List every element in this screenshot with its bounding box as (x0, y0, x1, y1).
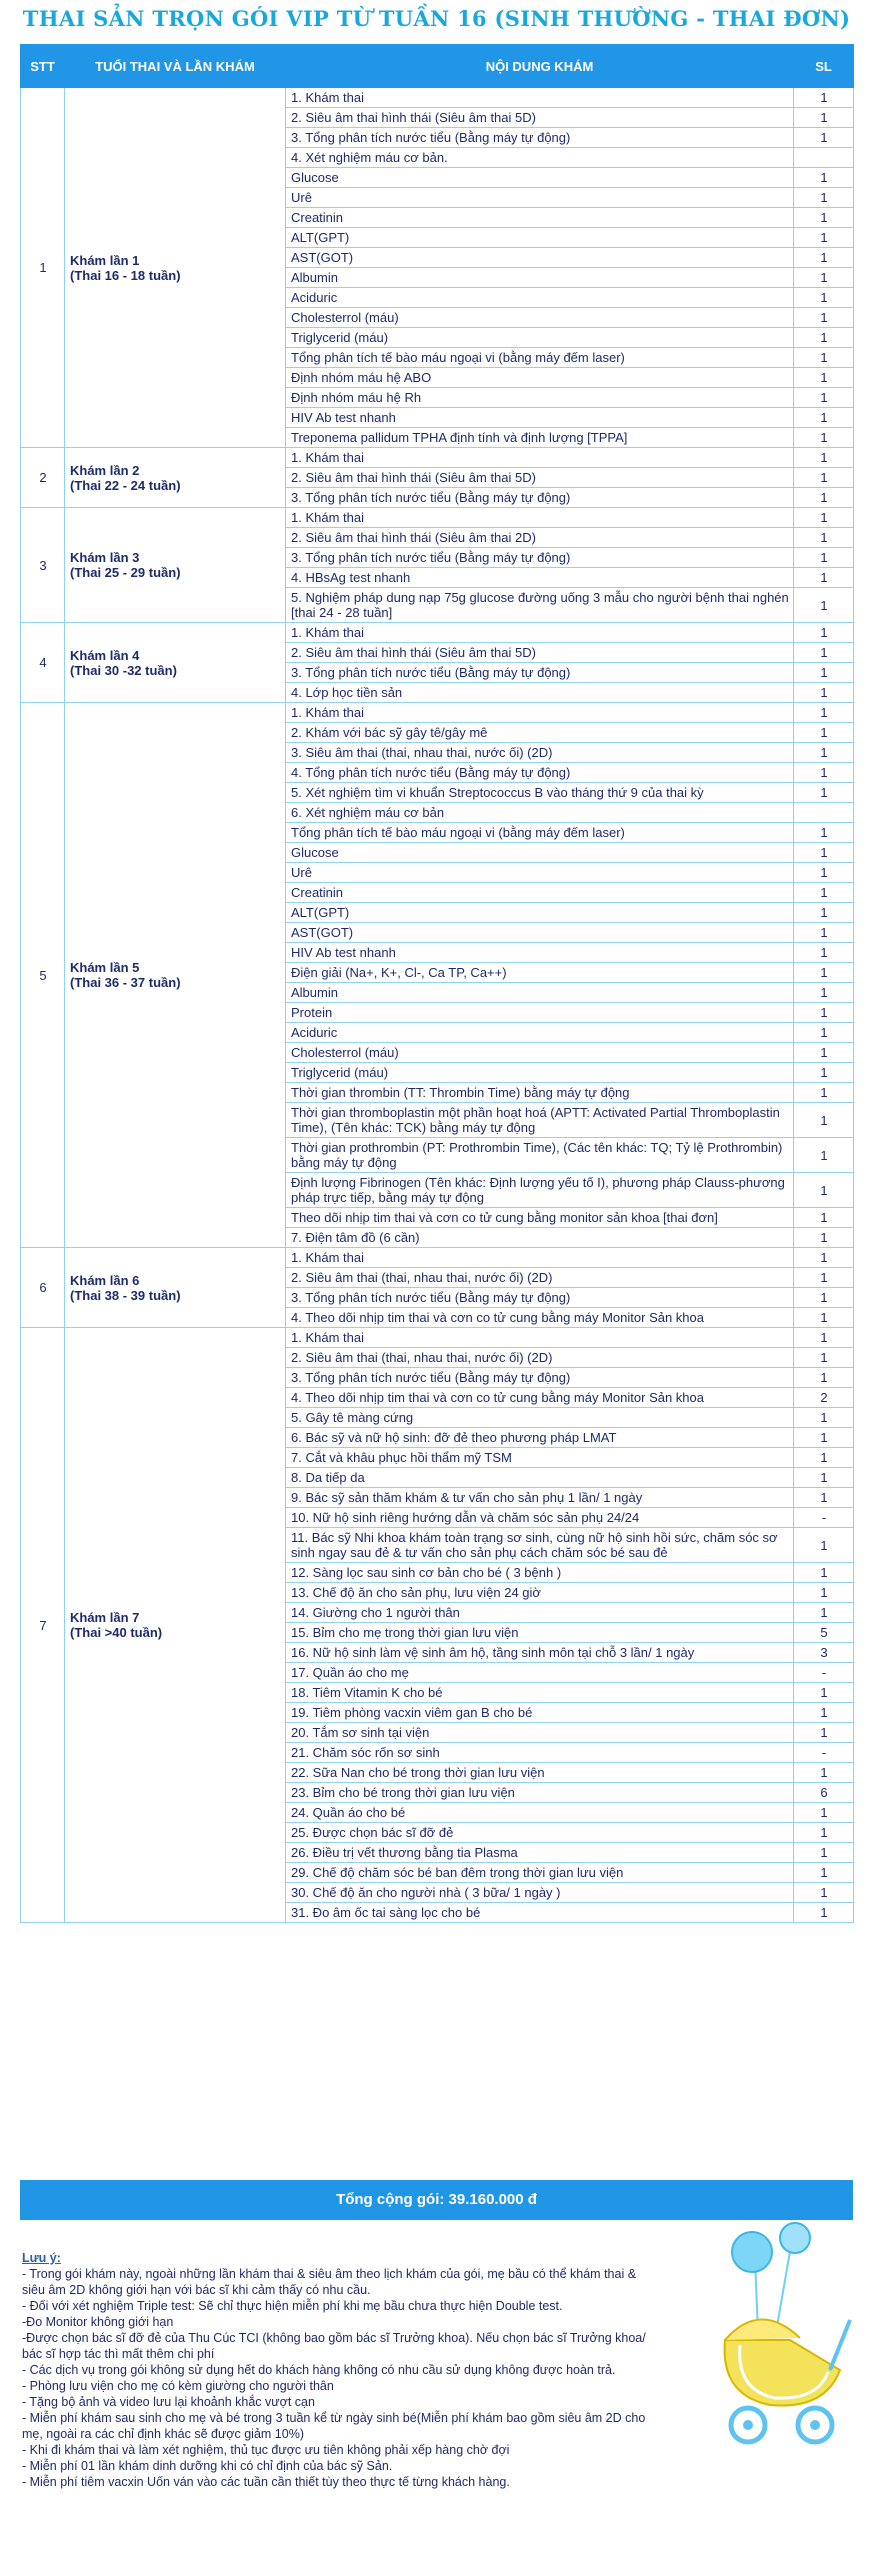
exam-content: 5. Xét nghiệm tìm vi khuẩn Streptococcus B vào tháng thứ 9 của thai kỳ (286, 783, 794, 803)
exam-content: ALT(GPT) (286, 228, 794, 248)
exam-content: 9. Bác sỹ sản thăm khám & tư vấn cho sản phụ 1 lần/ 1 ngày (286, 1488, 794, 1508)
exam-content: Thời gian thrombin (TT: Thrombin Time) bằng máy tự động (286, 1083, 794, 1103)
note-line: - Miễn phí khám sau sinh cho mẹ và bé trong 3 tuần kể từ ngày sinh bé(Miễn phí khám bao gồm siêu âm 2D cho (22, 2411, 646, 2425)
note-line: - Khi đi khám thai và làm xét nghiệm, thủ tục được ưu tiên không phải xếp hàng chờ đợi (22, 2443, 510, 2457)
exam-content: 23. Bỉm cho bé trong thời gian lưu viện (286, 1783, 794, 1803)
exam-quantity: 1 (794, 1843, 854, 1863)
page-title: THAI SẢN TRỌN GÓI VIP TỪ TUẦN 16 (SINH THƯỜNG - THAI ĐƠN) (22, 6, 851, 31)
exam-content: 20. Tắm sơ sinh tại viện (286, 1723, 794, 1743)
exam-quantity: 1 (794, 1138, 854, 1173)
exam-content: 18. Tiêm Vitamin K cho bé (286, 1683, 794, 1703)
exam-quantity: 1 (794, 903, 854, 923)
row-stt: 2 (21, 448, 65, 508)
note-line: - Đối với xét nghiệm Triple test: Sẽ chỉ thực hiện miễn phí khi mẹ bầu chưa thực hiện Double test. (22, 2299, 563, 2313)
exam-quantity: 1 (794, 268, 854, 288)
header-visit: TUỔI THAI VÀ LẦN KHÁM (65, 45, 286, 88)
exam-quantity: 1 (794, 88, 854, 108)
exam-content: 22. Sữa Nan cho bé trong thời gian lưu viện (286, 1763, 794, 1783)
table-row (21, 703, 854, 723)
exam-content: 15. Bỉm cho mẹ trong thời gian lưu viện (286, 1623, 794, 1643)
note-line: - Miễn phí tiêm vacxin Uốn ván vào các tuần cần thiết tùy theo thực tế từng khách hàng. (22, 2475, 510, 2489)
total-price: Tổng cộng gói: 39.160.000 đ (20, 2180, 853, 2220)
exam-quantity: 1 (794, 923, 854, 943)
exam-quantity: 1 (794, 528, 854, 548)
exam-quantity: 1 (794, 623, 854, 643)
exam-quantity: 1 (794, 943, 854, 963)
exam-content: HIV Ab test nhanh (286, 943, 794, 963)
exam-content: 5. Nghiệm pháp dung nạp 75g glucose đường uống 3 mẫu cho người bệnh thai nghén [thai 24 - 28 tuần] (286, 588, 794, 623)
exam-content: Creatinin (286, 208, 794, 228)
exam-content: 1. Khám thai (286, 88, 794, 108)
exam-quantity (794, 803, 854, 823)
exam-quantity: 1 (794, 1488, 854, 1508)
note-line: - Tặng bộ ảnh và video lưu lại khoảnh khắc vượt cạn (22, 2395, 315, 2409)
exam-content: Thời gian prothrombin (PT: Prothrombin Time), (Các tên khác: TQ; Tỷ lệ Prothrombin) bằng máy tự động (286, 1138, 794, 1173)
baby-stroller-icon (700, 2220, 860, 2450)
exam-quantity: 1 (794, 763, 854, 783)
table-row (21, 1328, 854, 1348)
exam-content: 17. Quần áo cho mẹ (286, 1663, 794, 1683)
exam-content: Creatinin (286, 883, 794, 903)
visit-label: Khám lần 5 (Thai 36 - 37 tuần) (65, 703, 286, 1248)
notes-list (22, 2266, 702, 2490)
exam-quantity: 1 (794, 863, 854, 883)
exam-quantity: 1 (794, 588, 854, 623)
exam-content: Tổng phân tích tế bào máu ngoại vi (bằng máy đếm laser) (286, 348, 794, 368)
exam-content: 24. Quần áo cho bé (286, 1803, 794, 1823)
exam-quantity: 1 (794, 1208, 854, 1228)
table-row (21, 508, 854, 528)
exam-quantity: 1 (794, 1173, 854, 1208)
exam-quantity: 1 (794, 1428, 854, 1448)
exam-quantity: 6 (794, 1783, 854, 1803)
exam-quantity: 1 (794, 1603, 854, 1623)
exam-content: 25. Được chọn bác sĩ đỡ đẻ (286, 1823, 794, 1843)
exam-content: AST(GOT) (286, 923, 794, 943)
visit-label: Khám lần 3 (Thai 25 - 29 tuần) (65, 508, 286, 623)
note-line: -Được chọn bác sĩ đỡ đẻ của Thu Cúc TCI (không bao gồm bác sĩ Trưởng khoa). Nếu chọn bác sĩ Trưởng khoa/ (22, 2331, 646, 2345)
exam-content: Albumin (286, 983, 794, 1003)
exam-content: 4. HBsAg test nhanh (286, 568, 794, 588)
exam-content: Cholesterrol (máu) (286, 308, 794, 328)
visit-label: Khám lần 7 (Thai >40 tuần) (65, 1328, 286, 1923)
exam-quantity: 1 (794, 488, 854, 508)
exam-quantity: 1 (794, 1043, 854, 1063)
exam-quantity: 1 (794, 1563, 854, 1583)
exam-quantity: 1 (794, 1723, 854, 1743)
exam-content: 6. Bác sỹ và nữ hộ sinh: đỡ đẻ theo phương pháp LMAT (286, 1428, 794, 1448)
exam-content: 3. Tổng phân tích nước tiểu (Bằng máy tự động) (286, 1368, 794, 1388)
exam-content: 26. Điều trị vết thương bằng tia Plasma (286, 1843, 794, 1863)
exam-content: Cholesterrol (máu) (286, 1043, 794, 1063)
exam-content: 2. Siêu âm thai (thai, nhau thai, nước ối) (2D) (286, 1268, 794, 1288)
exam-quantity: 1 (794, 1803, 854, 1823)
exam-content: 31. Đo âm ốc tai sàng lọc cho bé (286, 1903, 794, 1923)
note-line: bác sĩ hợp tác thì mất thêm chi phí (22, 2347, 215, 2361)
exam-quantity: 1 (794, 703, 854, 723)
exam-quantity: 1 (794, 168, 854, 188)
note-line: mẹ, ngoài ra các chỉ định khác sẽ được giảm 10%) (22, 2427, 304, 2441)
note-line: - Trong gói khám này, ngoài những lần khám thai & siêu âm theo lịch khám của gói, mẹ bầu có thể khám thai & (22, 2267, 637, 2281)
exam-quantity: 1 (794, 1823, 854, 1843)
exam-content: 7. Cắt và khâu phục hồi thẩm mỹ TSM (286, 1448, 794, 1468)
package-table (20, 44, 854, 1923)
visit-label: Khám lần 4 (Thai 30 -32 tuần) (65, 623, 286, 703)
notes-title: Lưu ý: (22, 2251, 61, 2265)
exam-content: 11. Bác sỹ Nhi khoa khám toàn trạng sơ sinh, cùng nữ hộ sinh hồi sức, chăm sóc sơ sinh ngay sau đẻ & tư vấn cho sản phụ cách chăm sóc bé sau đẻ (286, 1528, 794, 1563)
row-stt: 4 (21, 623, 65, 703)
exam-content: 4. Tổng phân tích nước tiểu (Bằng máy tự động) (286, 763, 794, 783)
exam-content: Aciduric (286, 288, 794, 308)
exam-quantity: 1 (794, 1023, 854, 1043)
exam-quantity: 1 (794, 1328, 854, 1348)
exam-content: 4. Lớp học tiền sản (286, 683, 794, 703)
exam-content: Aciduric (286, 1023, 794, 1043)
exam-quantity: 1 (794, 1863, 854, 1883)
exam-content: Protein (286, 1003, 794, 1023)
exam-quantity: 1 (794, 548, 854, 568)
exam-quantity: 1 (794, 388, 854, 408)
exam-quantity: 1 (794, 783, 854, 803)
exam-quantity: 1 (794, 128, 854, 148)
exam-quantity: 1 (794, 508, 854, 528)
visit-label: Khám lần 1 (Thai 16 - 18 tuần) (65, 88, 286, 448)
exam-quantity: 3 (794, 1643, 854, 1663)
exam-content: HIV Ab test nhanh (286, 408, 794, 428)
note-line: - Miễn phí 01 lần khám dinh dưỡng khi có chỉ định của bác sỹ Sản. (22, 2459, 393, 2473)
exam-content: 6. Xét nghiệm máu cơ bản (286, 803, 794, 823)
note-line: - Các dịch vụ trong gói không sử dụng hết do khách hàng không có nhu cầu sử dụng không được hoàn trả. (22, 2363, 616, 2377)
exam-quantity: 1 (794, 663, 854, 683)
exam-content: Định lượng Fibrinogen (Tên khác: Định lượng yếu tố I), phương pháp Clauss-phương pháp trực tiếp, bằng máy tự động (286, 1173, 794, 1208)
exam-quantity: 1 (794, 1583, 854, 1603)
exam-quantity: 1 (794, 228, 854, 248)
exam-quantity: 1 (794, 1468, 854, 1488)
exam-content: Thời gian thromboplastin một phần hoạt hoá (APTT: Activated Partial Thromboplastin Time), (Tên khác: TCK) bằng máy tự động (286, 1103, 794, 1138)
exam-quantity: 1 (794, 208, 854, 228)
exam-quantity: 1 (794, 1308, 854, 1328)
table-row (21, 448, 854, 468)
exam-quantity: 1 (794, 448, 854, 468)
exam-quantity: 1 (794, 723, 854, 743)
exam-content: AST(GOT) (286, 248, 794, 268)
row-stt: 3 (21, 508, 65, 623)
exam-content: 3. Tổng phân tích nước tiểu (Bằng máy tự động) (286, 663, 794, 683)
visit-label: Khám lần 2 (Thai 22 - 24 tuần) (65, 448, 286, 508)
exam-quantity: 1 (794, 308, 854, 328)
exam-content: 3. Tổng phân tích nước tiểu (Bằng máy tự động) (286, 488, 794, 508)
exam-quantity: 1 (794, 348, 854, 368)
exam-quantity: 1 (794, 1903, 854, 1923)
exam-quantity: 1 (794, 468, 854, 488)
row-stt: 5 (21, 703, 65, 1248)
row-stt: 6 (21, 1248, 65, 1328)
exam-content: 1. Khám thai (286, 703, 794, 723)
exam-quantity: 1 (794, 368, 854, 388)
exam-content: 5. Gây tê màng cứng (286, 1408, 794, 1428)
exam-quantity: 1 (794, 1368, 854, 1388)
exam-quantity: 1 (794, 843, 854, 863)
exam-content: Theo dõi nhịp tim thai và cơn co tử cung bằng monitor sản khoa [thai đơn] (286, 1208, 794, 1228)
exam-content: 4. Theo dõi nhịp tim thai và cơn co tử cung bằng máy Monitor Sản khoa (286, 1308, 794, 1328)
exam-quantity: 1 (794, 1348, 854, 1368)
exam-content: Albumin (286, 268, 794, 288)
visit-label: Khám lần 6 (Thai 38 - 39 tuần) (65, 1248, 286, 1328)
table-row (21, 88, 854, 108)
exam-content: 4. Theo dõi nhịp tim thai và cơn co tử cung bằng máy Monitor Sản khoa (286, 1388, 794, 1408)
exam-content: 1. Khám thai (286, 1248, 794, 1268)
table-header-row (21, 45, 854, 88)
exam-content: 21. Chăm sóc rốn sơ sinh (286, 1743, 794, 1763)
note-line: -Đo Monitor không giới hạn (22, 2315, 174, 2329)
exam-quantity: 1 (794, 983, 854, 1003)
exam-quantity: - (794, 1743, 854, 1763)
exam-quantity: 5 (794, 1623, 854, 1643)
exam-content: 30. Chế độ ăn cho người nhà ( 3 bữa/ 1 ngày ) (286, 1883, 794, 1903)
exam-quantity: 1 (794, 568, 854, 588)
exam-content: 2. Siêu âm thai hình thái (Siêu âm thai 2D) (286, 528, 794, 548)
exam-content: 1. Khám thai (286, 623, 794, 643)
exam-content: 1. Khám thai (286, 1328, 794, 1348)
exam-content: 2. Siêu âm thai (thai, nhau thai, nước ối) (2D) (286, 1348, 794, 1368)
exam-quantity: 1 (794, 108, 854, 128)
exam-quantity: 1 (794, 1063, 854, 1083)
exam-quantity: 1 (794, 1683, 854, 1703)
exam-quantity: 1 (794, 743, 854, 763)
exam-content: 3. Tổng phân tích nước tiểu (Bằng máy tự động) (286, 128, 794, 148)
exam-quantity: 1 (794, 643, 854, 663)
exam-quantity: 1 (794, 428, 854, 448)
exam-content: ALT(GPT) (286, 903, 794, 923)
note-line: siêu âm 2D không giới hạn với bác sĩ khi cảm thấy có nhu cầu. (22, 2283, 371, 2297)
exam-content: 19. Tiêm phòng vacxin viêm gan B cho bé (286, 1703, 794, 1723)
table-row (21, 1248, 854, 1268)
exam-quantity: 1 (794, 963, 854, 983)
exam-content: 2. Siêu âm thai hình thái (Siêu âm thai 5D) (286, 468, 794, 488)
exam-content: 10. Nữ hộ sinh riêng hướng dẫn và chăm sóc sản phụ 24/24 (286, 1508, 794, 1528)
exam-content: Điện giải (Na+, K+, Cl-, Ca TP, Ca++) (286, 963, 794, 983)
exam-quantity: 1 (794, 188, 854, 208)
exam-quantity: 1 (794, 1883, 854, 1903)
exam-content: Triglycerid (máu) (286, 1063, 794, 1083)
exam-content: 12. Sàng lọc sau sinh cơ bản cho bé ( 3 bệnh ) (286, 1563, 794, 1583)
exam-quantity (794, 148, 854, 168)
exam-quantity: 1 (794, 1288, 854, 1308)
exam-quantity: 1 (794, 328, 854, 348)
exam-quantity: 1 (794, 1703, 854, 1723)
exam-content: 2. Siêu âm thai hình thái (Siêu âm thai 5D) (286, 108, 794, 128)
exam-quantity: 1 (794, 683, 854, 703)
exam-quantity: 1 (794, 408, 854, 428)
exam-content: 1. Khám thai (286, 508, 794, 528)
table-row (21, 623, 854, 643)
exam-quantity: 1 (794, 1103, 854, 1138)
exam-quantity: 1 (794, 248, 854, 268)
exam-quantity: 1 (794, 1408, 854, 1428)
exam-content: 29. Chế độ chăm sóc bé ban đêm trong thời gian lưu viện (286, 1863, 794, 1883)
exam-quantity: 1 (794, 1528, 854, 1563)
exam-content: 4. Xét nghiệm máu cơ bản. (286, 148, 794, 168)
exam-content: 3. Tổng phân tích nước tiểu (Bằng máy tự động) (286, 548, 794, 568)
exam-quantity: 1 (794, 1003, 854, 1023)
table-body (21, 88, 854, 1923)
exam-quantity: 1 (794, 883, 854, 903)
header-content: NỘI DUNG KHÁM (286, 45, 794, 88)
exam-content: Glucose (286, 168, 794, 188)
exam-quantity: - (794, 1508, 854, 1528)
row-stt: 1 (21, 88, 65, 448)
exam-content: Glucose (286, 843, 794, 863)
exam-quantity: 2 (794, 1388, 854, 1408)
exam-quantity: 1 (794, 1083, 854, 1103)
exam-quantity: 1 (794, 1228, 854, 1248)
exam-quantity: 1 (794, 288, 854, 308)
exam-quantity: 1 (794, 1763, 854, 1783)
exam-content: 16. Nữ hộ sinh làm vệ sinh âm hộ, tầng sinh môn tại chỗ 3 lần/ 1 ngày (286, 1643, 794, 1663)
exam-content: Định nhóm máu hệ ABO (286, 368, 794, 388)
exam-content: Urê (286, 188, 794, 208)
exam-quantity: 1 (794, 1248, 854, 1268)
exam-quantity: - (794, 1663, 854, 1683)
exam-content: 2. Khám với bác sỹ gây tê/gây mê (286, 723, 794, 743)
exam-content: Định nhóm máu hệ Rh (286, 388, 794, 408)
exam-content: Urê (286, 863, 794, 883)
header-stt: STT (21, 45, 65, 88)
row-stt: 7 (21, 1328, 65, 1923)
exam-content: 3. Tổng phân tích nước tiểu (Bằng máy tự động) (286, 1288, 794, 1308)
exam-quantity: 1 (794, 823, 854, 843)
exam-content: Triglycerid (máu) (286, 328, 794, 348)
exam-content: Treponema pallidum TPHA định tính và định lượng [TPPA] (286, 428, 794, 448)
exam-quantity: 1 (794, 1268, 854, 1288)
header-sl: SL (794, 45, 854, 88)
exam-content: 3. Siêu âm thai (thai, nhau thai, nước ối) (2D) (286, 743, 794, 763)
note-line: - Phòng lưu viện cho mẹ có kèm giường cho người thân (22, 2379, 334, 2393)
exam-content: 8. Da tiếp da (286, 1468, 794, 1488)
notes-section (22, 2250, 702, 2490)
exam-quantity: 1 (794, 1448, 854, 1468)
exam-content: 14. Giường cho 1 người thân (286, 1603, 794, 1623)
exam-content: 7. Điện tâm đồ (6 cần) (286, 1228, 794, 1248)
exam-content: 1. Khám thai (286, 448, 794, 468)
exam-content: 13. Chế độ ăn cho sản phụ, lưu viện 24 giờ (286, 1583, 794, 1603)
exam-content: Tổng phân tích tế bào máu ngoại vi (bằng máy đếm laser) (286, 823, 794, 843)
exam-content: 2. Siêu âm thai hình thái (Siêu âm thai 5D) (286, 643, 794, 663)
